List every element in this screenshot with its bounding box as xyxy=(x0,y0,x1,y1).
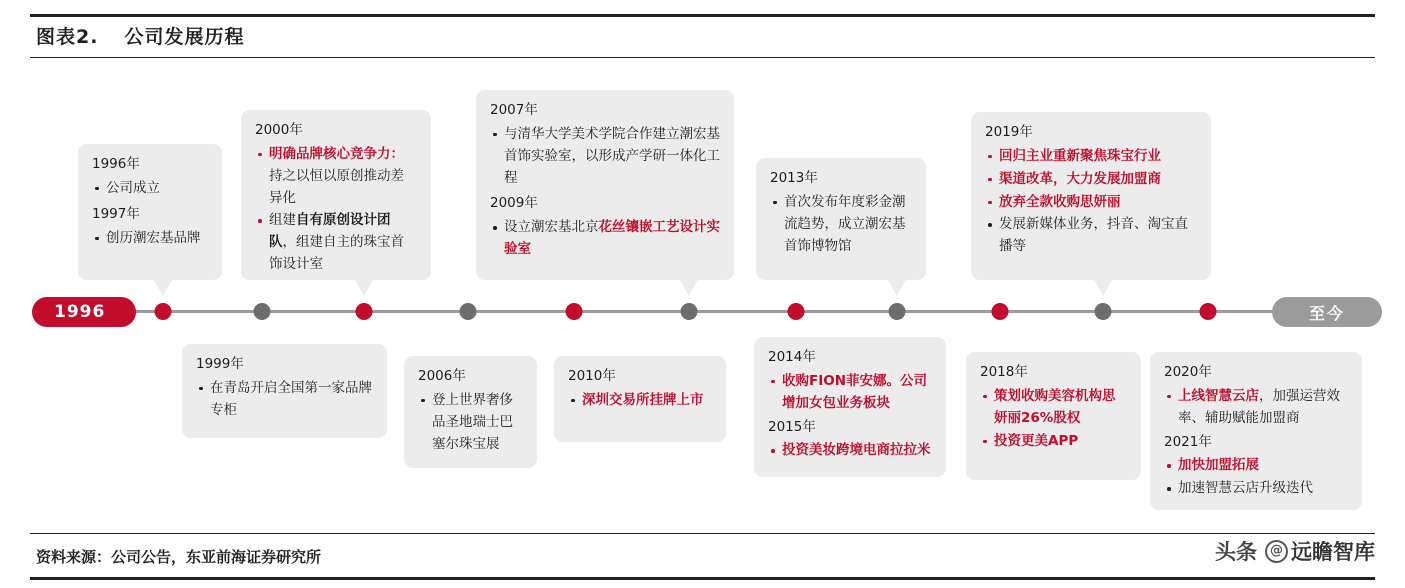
callout-2020-item-1 xyxy=(1178,386,1348,430)
timeline-dot-2007 xyxy=(681,303,698,320)
timeline-dot-2000 xyxy=(356,303,373,320)
callout-2014-item-1-strong: 收购FION菲安娜。公司增加女包业务板块 xyxy=(782,372,928,411)
callout-2013 xyxy=(756,158,926,280)
callout-2020-item-1-rest: ，加强运营效率、辅助赋能加盟商 xyxy=(1178,387,1340,426)
callout-2000-item-1 xyxy=(269,144,417,210)
callout-2014-year: 2014年 xyxy=(768,349,816,365)
watermark-logo xyxy=(1265,536,1375,566)
callout-2020-year: 2020年 xyxy=(1164,364,1212,380)
at-icon: @ xyxy=(1265,540,1288,563)
callout-2018 xyxy=(966,352,1141,480)
callout-2009-item-1 xyxy=(504,217,720,261)
timeline-dot-1996 xyxy=(155,303,172,320)
timeline-dot-2010 xyxy=(566,303,583,320)
callout-2020-item-1-strong: 上线智慧云店 xyxy=(1178,387,1259,404)
timeline-end-label: 至今 xyxy=(1272,297,1382,327)
callout-2021-item-2: 加速智慧云店升级迭代 xyxy=(1178,478,1348,500)
callout-2010-year: 2010年 xyxy=(568,368,616,384)
callout-2015-item-1-strong: 投资美妆跨境电商拉拉米 xyxy=(782,442,931,459)
callout-2021-item-1 xyxy=(1178,455,1348,477)
callout-1999-year: 1999年 xyxy=(196,356,244,372)
callout-2018-item-2-strong: 投资更美APP xyxy=(994,432,1079,449)
callout-2019-item-2-text: 渠道改革，大力发展加盟商 xyxy=(999,170,1161,187)
callout-2009-item-1-strong: 花丝镶嵌工艺设计实验室 xyxy=(504,219,720,258)
callout-2000-item-2-rest: ，组建自主的珠宝首饰设计室 xyxy=(269,234,404,273)
watermark-name: 远瞻智库 xyxy=(1291,540,1375,564)
timeline-dot-2019 xyxy=(1095,303,1112,320)
header-rule-top xyxy=(30,14,1375,17)
callout-2010-item-1-strong: 深圳交易所挂牌上市 xyxy=(582,391,704,408)
callout-2000-item-2-pre: 组建 xyxy=(269,212,296,229)
callout-2006 xyxy=(404,356,537,468)
footer-rule-top xyxy=(30,533,1375,534)
callout-2014-item-1 xyxy=(782,371,932,415)
callout-2006-year: 2006年 xyxy=(418,368,466,384)
callout-2015-item-1 xyxy=(782,440,932,462)
callout-1999-item-1: 在青岛开启全国第一家品牌专柜 xyxy=(210,378,373,422)
callout-2014 xyxy=(754,337,946,477)
callout-2000-item-2 xyxy=(269,210,417,276)
figure-title: 公司发展历程 xyxy=(124,26,245,48)
callout-2010 xyxy=(554,356,726,442)
callout-2019-item-2 xyxy=(999,169,1197,191)
callout-2019-item-4: 发展新媒体业务，抖音、淘宝直播等 xyxy=(999,214,1197,258)
callout-2018-year: 2018年 xyxy=(980,364,1028,380)
timeline-dot-2006 xyxy=(460,303,477,320)
header-rule-bottom xyxy=(30,57,1375,58)
callout-2021-year: 2021年 xyxy=(1164,433,1212,450)
callout-1996-tail xyxy=(154,280,172,296)
timeline-start-label: 1996 xyxy=(32,297,136,327)
callout-2007-year: 2007年 xyxy=(490,102,538,118)
callout-1999 xyxy=(182,344,387,438)
callout-2000-item-1-strong: 明确品牌核心竞争力： xyxy=(269,145,404,162)
figure-number: 图表2. xyxy=(36,26,99,48)
callout-2019-item-1 xyxy=(999,146,1197,168)
callout-2019-year: 2019年 xyxy=(985,124,1033,140)
timeline-dot-2018 xyxy=(992,303,1009,320)
callout-1996-year: 1996年 xyxy=(92,156,140,172)
timeline-dot-2014 xyxy=(788,303,805,320)
callout-2018-item-1 xyxy=(994,386,1127,430)
callout-2000-tail xyxy=(355,280,373,296)
callout-2007-tail xyxy=(680,280,698,296)
callout-2010-item-1 xyxy=(582,390,712,412)
callout-2021-item-1-strong: 加快加盟拓展 xyxy=(1178,457,1259,474)
callout-2000 xyxy=(241,110,431,280)
callout-1996 xyxy=(78,144,222,280)
timeline-dot-2020 xyxy=(1200,303,1217,320)
callout-2019 xyxy=(971,112,1211,280)
callout-2018-item-1-strong: 策划收购美容机构思妍丽26%股权 xyxy=(994,387,1116,426)
callout-2018-item-2 xyxy=(994,431,1127,453)
callout-2019-tail xyxy=(1094,280,1112,296)
callout-2019-item-3-text: 放弃全款收购思妍丽 xyxy=(999,193,1121,210)
callout-2019-item-1-text: 回归主业重新聚焦珠宝行业 xyxy=(999,147,1161,164)
page-title xyxy=(36,22,244,49)
callout-2000-item-1-rest: 持之以恒以原创推动差异化 xyxy=(269,167,404,206)
callout-2015-year: 2015年 xyxy=(768,418,816,435)
callout-2020 xyxy=(1150,352,1362,510)
callout-2006-item-1: 登上世界奢侈品圣地瑞士巴塞尔珠宝展 xyxy=(432,390,523,456)
callout-2013-item-1: 首次发布年度彩金潮流趋势，成立潮宏基首饰博物馆 xyxy=(784,192,912,258)
callout-1997-item-1: 创历潮宏基品牌 xyxy=(106,228,208,250)
callout-1997-year: 1997年 xyxy=(92,205,140,222)
callout-2009-year: 2009年 xyxy=(490,195,538,212)
timeline-dot-1999 xyxy=(254,303,271,320)
callout-2009-item-1-pre: 设立潮宏基北京 xyxy=(504,219,599,236)
callout-2000-year: 2000年 xyxy=(255,122,303,138)
callout-2000-item-2-strong: 自有原创设计团队 xyxy=(269,212,391,251)
watermark-prefix: 头条 xyxy=(1215,540,1257,564)
timeline-dot-2013 xyxy=(889,303,906,320)
callout-1996-item-1: 公司成立 xyxy=(106,178,208,200)
callout-2013-year: 2013年 xyxy=(770,170,818,186)
source-note: 资料来源：公司公告，东亚前海证券研究所 xyxy=(36,548,322,566)
callout-2013-tail xyxy=(888,280,906,296)
footer-rule-bottom xyxy=(30,577,1375,580)
callout-2007-item-1: 与清华大学美术学院合作建立潮宏基首饰实验室，以形成产学研一体化工程 xyxy=(504,124,720,190)
callout-2019-item-3 xyxy=(999,192,1197,214)
watermark xyxy=(1215,536,1375,566)
callout-2007 xyxy=(476,90,734,280)
